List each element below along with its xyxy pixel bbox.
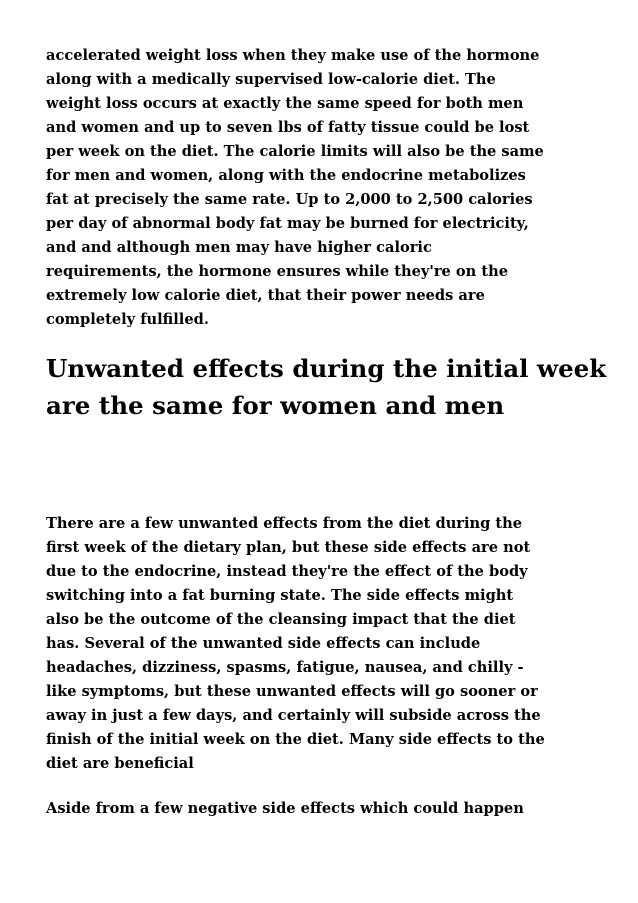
text-line: due to the endocrine, instead they're the effect of the body [46, 563, 528, 580]
text-line: requirements, the hormone ensures while they're on the [46, 263, 508, 280]
text-line: completely fulfilled. [46, 311, 209, 328]
text-line: Unwanted effects during the initial week [46, 354, 607, 383]
section-heading [46, 350, 616, 424]
text-line: first week of the dietary plan, but these side effects are not [46, 539, 531, 556]
text-line: and and although men may have higher caloric [46, 239, 432, 256]
text-line: has. Several of the unwanted side effects can include [46, 635, 481, 652]
text-line: finish of the initial week on the diet. Many side effects to the [46, 731, 545, 748]
text-line: fat at precisely the same rate. Up to 2,000 to 2,500 calories [46, 191, 533, 208]
text-line: are the same for women and men [46, 391, 505, 420]
text-line: weight loss occurs at exactly the same speed for both men [46, 95, 524, 112]
body-paragraph-1 [46, 44, 606, 332]
text-line: for men and women, along with the endocrine metabolizes [46, 167, 526, 184]
text-line: per week on the diet. The calorie limits will also be the same [46, 143, 544, 160]
text-line: along with a medically supervised low-calorie diet. The [46, 71, 496, 88]
text-line: away in just a few days, and certainly will subside across the [46, 707, 541, 724]
body-paragraph-2 [46, 512, 606, 776]
text-line: and women and up to seven lbs of fatty tissue could be lost [46, 119, 530, 136]
text-line: also be the outcome of the cleansing impact that the diet [46, 611, 516, 628]
text-line: Aside from a few negative side effects which could happen [46, 800, 524, 817]
text-line: extremely low calorie diet, that their power needs are [46, 287, 485, 304]
text-line: diet are beneficial [46, 755, 194, 772]
text-line: There are a few unwanted effects from the diet during the [46, 515, 523, 532]
body-paragraph-3 [46, 797, 606, 821]
text-line: headaches, dizziness, spasms, fatigue, nausea, and chilly - [46, 659, 524, 676]
text-line: switching into a fat burning state. The side effects might [46, 587, 514, 604]
text-line: accelerated weight loss when they make use of the hormone [46, 47, 540, 64]
text-line: like symptoms, but these unwanted effects will go sooner or [46, 683, 538, 700]
text-line: per day of abnormal body fat may be burned for electricity, [46, 215, 529, 232]
